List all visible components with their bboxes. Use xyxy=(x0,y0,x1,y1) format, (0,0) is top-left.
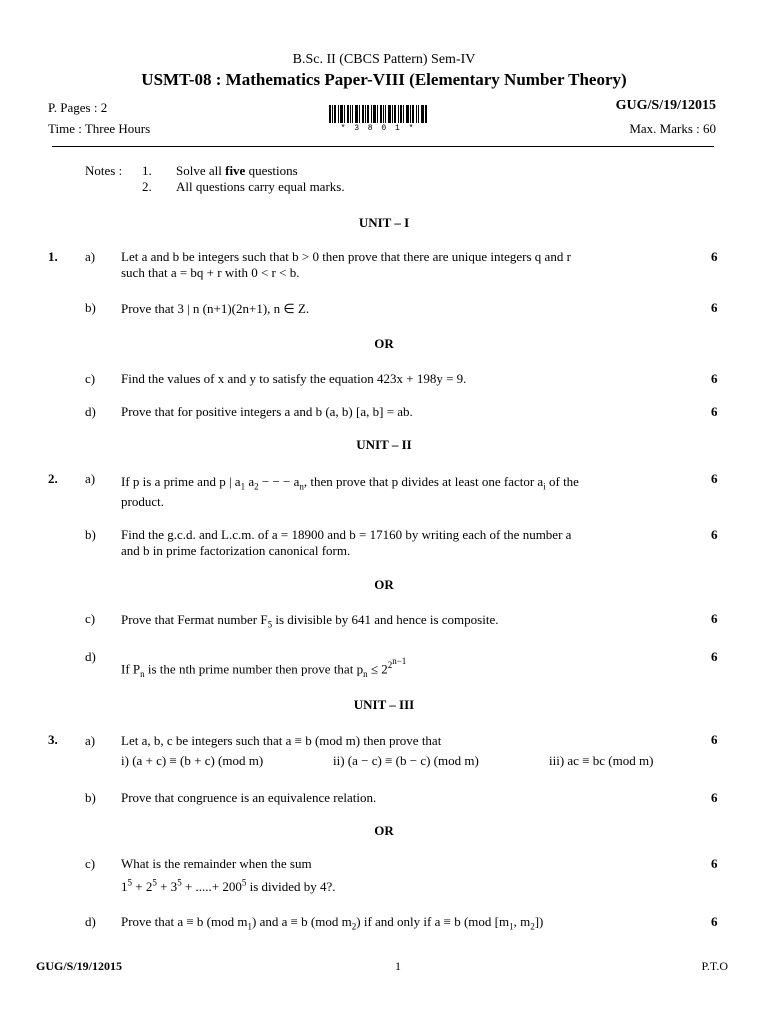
paper-code: GUG/S/19/12015 xyxy=(615,98,716,113)
q2b-label: b) xyxy=(85,527,96,542)
q3a-part-iii: iii) ac ≡ bc (mod m) xyxy=(549,753,654,768)
q1a-line2: such that a = bq + r with 0 < r < b. xyxy=(121,265,300,280)
q2a-part: , then prove that p divides at least one factor a xyxy=(303,474,544,489)
note-1-number: 1. xyxy=(142,163,152,178)
header-divider xyxy=(52,146,714,147)
q2b-line1: Find the g.c.d. and L.c.m. of a = 18900 and b = 17160 by writing each of the number a xyxy=(121,527,572,542)
q1c-label: c) xyxy=(85,371,96,386)
q2c-label: c) xyxy=(85,611,96,626)
q2a-label: a) xyxy=(85,471,96,486)
note-1-text: Solve all xyxy=(176,163,226,178)
q3c-label: c) xyxy=(85,856,96,871)
q3b-label: b) xyxy=(85,790,96,805)
footer-code: GUG/S/19/12015 xyxy=(36,959,123,973)
q3a-part-i: i) (a + c) ≡ (b + c) (mod m) xyxy=(121,753,264,768)
exam-duration: Time : Three Hours xyxy=(48,121,151,136)
q3d-marks: 6 xyxy=(711,914,718,929)
q3d-part: ) if and only if a ≡ b (mod [m xyxy=(356,914,510,929)
q3a-line1: Let a, b, c be integers such that a ≡ b (mod m) then prove that xyxy=(121,733,442,748)
q3c-line2: $1^5 + 2^5 + 3^5$ + .....+ $200^5$ is divided by 4?. xyxy=(121,877,336,894)
unit-2-heading: UNIT – II xyxy=(356,437,412,452)
q2c-marks: 6 xyxy=(711,611,718,626)
q3c-marks: 6 xyxy=(711,856,718,871)
q3d-part: ) and a ≡ b (mod m xyxy=(251,914,352,929)
q3a-marks: 6 xyxy=(711,732,718,747)
q2b-text xyxy=(121,527,686,559)
q1a-label: a) xyxy=(85,249,96,264)
q1a-text xyxy=(121,249,686,281)
barcode-image xyxy=(329,105,427,123)
question-1-number: 1. xyxy=(48,249,58,264)
q3b-marks: 6 xyxy=(711,790,718,805)
note-1 xyxy=(176,163,298,179)
q2a-part: of the xyxy=(545,474,579,489)
q1a-marks: 6 xyxy=(711,249,718,264)
q2d-part: If P xyxy=(121,661,141,677)
question-3-number: 3. xyxy=(48,732,58,747)
page-number: 1 xyxy=(395,959,401,973)
q3d-part: Prove that a ≡ b (mod m xyxy=(121,914,248,929)
or-separator: OR xyxy=(374,336,394,351)
q3a-label: a) xyxy=(85,733,96,748)
q2d-part: ≤ 2 xyxy=(367,661,388,677)
q2a-part: − − − a xyxy=(258,474,300,489)
note-2: All questions carry equal marks. xyxy=(176,179,345,194)
q2c-part: Prove that Fermat number F xyxy=(121,612,268,627)
q1b-label: b) xyxy=(85,300,96,315)
q2c-part: is divisible by 641 and hence is composite. xyxy=(272,612,499,627)
note-1-tail: questions xyxy=(245,163,298,178)
q3d-part: ]) xyxy=(534,914,544,929)
q1d-text: Prove that for positive integers a and b (a, b) [a, b] = ab. xyxy=(121,404,413,419)
paper-title: USMT-08 : Mathematics Paper-VIII (Elementary Number Theory) xyxy=(141,70,627,89)
q2a-part: If p is a prime and p | a xyxy=(121,474,241,489)
page-count: P. Pages : 2 xyxy=(48,100,108,115)
barcode-number: * 3 8 0 1 * xyxy=(340,124,416,133)
or-separator: OR xyxy=(374,823,394,838)
q1b-marks: 6 xyxy=(711,300,718,315)
q2b-line2: and b in prime factorization canonical form. xyxy=(121,543,351,558)
q1b-text: Prove that 3 | n (n+1)(2n+1), n ∈ Z. xyxy=(121,301,310,316)
q3d-text: Prove that a ≡ b (mod $m_1$) and a ≡ b (mod $m_2$) if and only if a ≡ b (mod [$m_1$, $m_2$]) xyxy=(121,914,544,932)
q1c-text: Find the values of x and y to satisfy the equation 423x + 198y = 9. xyxy=(121,371,467,386)
q2a-marks: 6 xyxy=(711,471,718,486)
note-1-emphasis: five xyxy=(225,163,246,178)
q3d-label: d) xyxy=(85,914,96,929)
q2a-part: a xyxy=(245,474,255,489)
or-separator: OR xyxy=(374,577,394,592)
unit-3-heading: UNIT – III xyxy=(353,697,415,712)
course-line: B.Sc. II (CBCS Pattern) Sem-IV xyxy=(292,52,476,67)
q3d-part: , m xyxy=(513,914,531,929)
q1a-line1: Let a and b be integers such that b > 0 then prove that there are unique integers q and r xyxy=(121,249,571,264)
q3a-part-ii: ii) (a − c) ≡ (b − c) (mod m) xyxy=(333,753,479,768)
q2a-text: If p is a prime and p | $a_1$ $a_2$ − − − $a_n$, then prove that p divides at least one factor $a_i$ of the product. xyxy=(121,474,579,509)
q3b-text: Prove that congruence is an equivalence relation. xyxy=(121,790,377,805)
q2d-marks: 6 xyxy=(711,649,718,664)
q2b-marks: 6 xyxy=(711,527,718,542)
unit-1-heading: UNIT – I xyxy=(358,215,410,230)
q2c-text: Prove that Fermat number $F_5$ is divisible by 641 and hence is composite. xyxy=(121,612,499,630)
q3c-line2-tail: is divided by 4?. xyxy=(246,879,336,894)
q2a-line2: product. xyxy=(121,494,164,509)
q3c-line1: What is the remainder when the sum xyxy=(121,856,312,871)
max-marks: Max. Marks : 60 xyxy=(629,121,716,136)
pto-label: P.T.O xyxy=(701,959,728,973)
q2d-part: is the nth prime number then prove that p xyxy=(144,661,364,677)
notes-label: Notes : xyxy=(85,163,123,178)
q1d-marks: 6 xyxy=(711,404,718,419)
q2d-label: d) xyxy=(85,649,96,664)
q1d-label: d) xyxy=(85,404,96,419)
note-2-number: 2. xyxy=(142,179,152,194)
question-2-number: 2. xyxy=(48,471,58,486)
q2d-text: If $P_n$ is the nth prime number then prove that $p_n \le 2^{2^{n-1}}$ xyxy=(121,656,407,679)
q1c-marks: 6 xyxy=(711,371,718,386)
